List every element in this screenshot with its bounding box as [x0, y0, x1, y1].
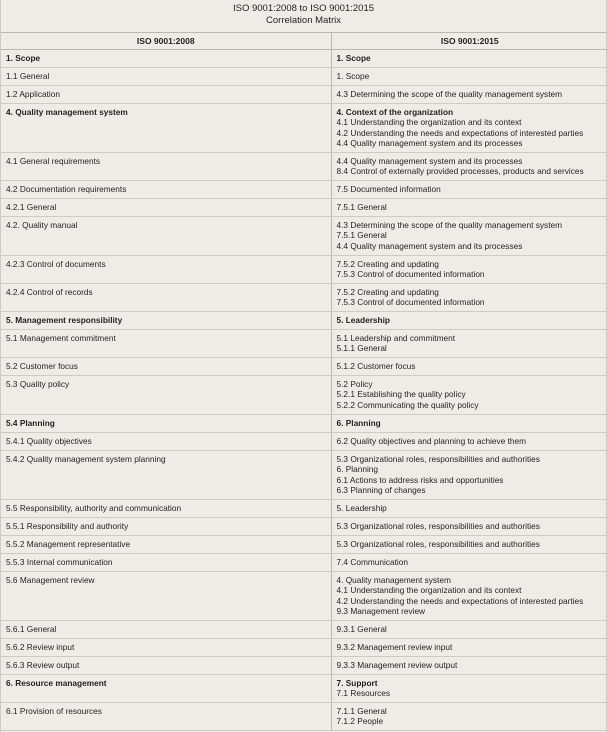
iso-2015-cell: [331, 199, 607, 217]
iso-2015-cell: [331, 330, 607, 358]
iso-2015-cell: [331, 284, 607, 312]
table-row: [1, 675, 607, 703]
iso-2015-cell: [331, 415, 607, 433]
clause-line: 4.3 Determining the scope of the quality management system: [336, 89, 563, 99]
clause-line: 6.1 Actions to address risks and opportunities: [336, 474, 504, 485]
iso-2008-cell: [1, 153, 331, 181]
clause-line: 1.1 General: [6, 71, 50, 81]
table-row: [1, 518, 607, 536]
clause-line: 6.3 Planning of changes: [336, 485, 426, 496]
clause-line: 1. Scope: [336, 53, 371, 63]
table-row: [1, 68, 607, 86]
iso-2015-cell: [331, 703, 607, 731]
clause-line: 9.3.1 General: [336, 624, 387, 634]
iso-2015-cell: [331, 104, 607, 153]
iso-2015-cell: [331, 312, 607, 330]
iso-2008-cell: [1, 415, 331, 433]
iso-2015-cell: [331, 256, 607, 284]
iso-2008-cell: [1, 657, 331, 675]
iso-2015-cell: [331, 376, 607, 415]
table-row: [1, 376, 607, 415]
clause-line: 5.2.2 Communicating the quality policy: [336, 399, 479, 410]
iso-2008-cell: [1, 284, 331, 312]
clause-line: 7.5.3 Control of documented information: [336, 269, 485, 280]
iso-2015-cell: [331, 657, 607, 675]
clause-line: 4. Quality management system: [6, 107, 128, 117]
iso-2008-cell: [1, 330, 331, 358]
table-row: [1, 415, 607, 433]
iso-2008-cell: [1, 86, 331, 104]
clause-line: 6. Resource management: [6, 678, 107, 688]
iso-2008-cell: [1, 376, 331, 415]
iso-2008-cell: [1, 451, 331, 500]
clause-line: 9.3.2 Management review input: [336, 642, 453, 652]
iso-2008-cell: [1, 358, 331, 376]
title-line-2: Correlation Matrix: [266, 15, 341, 26]
clause-line: 4.4 Quality management system and its processes: [336, 156, 523, 166]
iso-2015-cell: [331, 554, 607, 572]
iso-2015-cell: [331, 181, 607, 199]
table-row: [1, 536, 607, 554]
clause-line: 4.2 Understanding the needs and expectations of interested parties: [336, 595, 584, 606]
iso-2015-cell: [331, 358, 607, 376]
clause-line: 5.4 Planning: [6, 418, 55, 428]
clause-line: 5.5.2 Management representative: [6, 539, 131, 549]
iso-2015-cell: [331, 536, 607, 554]
iso-2015-cell: [331, 639, 607, 657]
clause-line: 7.5.2 Creating and updating: [336, 287, 439, 297]
iso-2008-cell: [1, 104, 331, 153]
clause-line: 4.4 Quality management system and its processes: [336, 138, 523, 149]
iso-2008-cell: [1, 500, 331, 518]
iso-2015-cell: [331, 675, 607, 703]
iso-2008-cell: [1, 536, 331, 554]
clause-line: 5.3 Quality policy: [6, 379, 70, 389]
clause-line: 4.2. Quality manual: [6, 220, 78, 230]
iso-2015-cell: [331, 518, 607, 536]
iso-2015-cell: [331, 217, 607, 256]
iso-2008-cell: [1, 621, 331, 639]
clause-line: 1. Scope: [6, 53, 41, 63]
clause-line: 6. Planning: [336, 418, 381, 428]
clause-line: 5.6 Management review: [6, 575, 95, 585]
iso-2015-cell: [331, 86, 607, 104]
table-row: [1, 451, 607, 500]
clause-line: 6.2 Quality objectives and planning to achieve them: [336, 436, 527, 446]
table-row: [1, 500, 607, 518]
clause-line: 4.4 Quality management system and its processes: [336, 240, 523, 251]
table-row: [1, 284, 607, 312]
table-row: [1, 256, 607, 284]
clause-line: 6. Planning: [336, 464, 379, 475]
clause-line: 5.6.3 Review output: [6, 660, 80, 670]
iso-2008-cell: [1, 518, 331, 536]
table-row: [1, 153, 607, 181]
clause-line: 8.4 Control of externally provided processes, products and services: [336, 166, 584, 177]
clause-line: 5.3 Organizational roles, responsibilities and authorities: [336, 539, 540, 549]
clause-line: 5. Leadership: [336, 503, 387, 513]
iso-2008-cell: [1, 217, 331, 256]
table-row: [1, 312, 607, 330]
iso-2015-cell: [331, 451, 607, 500]
clause-line: 7.5.3 Control of documented information: [336, 297, 485, 308]
clause-line: 5.3 Organizational roles, responsibilities and authorities: [336, 454, 540, 464]
iso-2008-cell: [1, 199, 331, 217]
clause-line: 4. Quality management system: [336, 575, 451, 585]
clause-line: 5. Leadership: [336, 315, 390, 325]
document-title: [1, 0, 606, 33]
clause-line: 5.6.1 General: [6, 624, 57, 634]
clause-line: 4.2 Understanding the needs and expectations of interested parties: [336, 127, 584, 138]
clause-line: 5.3 Organizational roles, responsibilities and authorities: [336, 521, 540, 531]
clause-line: 1.2 Application: [6, 89, 60, 99]
clause-line: 4.1 General requirements: [6, 156, 101, 166]
table-row: [1, 554, 607, 572]
title-line-1: ISO 9001:2008 to ISO 9001:2015: [232, 3, 375, 14]
table-row: [1, 433, 607, 451]
table-row: [1, 358, 607, 376]
iso-2008-cell: [1, 50, 331, 68]
clause-line: 5.2 Customer focus: [6, 361, 78, 371]
clause-line: 4.2.3 Control of documents: [6, 259, 106, 269]
clause-line: 7. Support: [336, 678, 378, 688]
table-row: [1, 86, 607, 104]
clause-line: 7.5.1 General: [336, 202, 387, 212]
iso-2015-cell: [331, 433, 607, 451]
clause-line: 5.1.1 General: [336, 343, 387, 354]
iso-2015-cell: [331, 50, 607, 68]
table-row: [1, 703, 607, 731]
clause-line: 6.1 Provision of resources: [6, 706, 102, 716]
table-row: [1, 50, 607, 68]
table-row: [1, 639, 607, 657]
clause-line: 7.1.1 General: [336, 706, 387, 716]
table-row: [1, 181, 607, 199]
iso-2008-cell: [1, 312, 331, 330]
column-header-iso-2008: ISO 9001:2008: [1, 33, 331, 50]
clause-line: 5.1 Management commitment: [6, 333, 116, 343]
iso-2008-cell: [1, 572, 331, 621]
iso-2008-cell: [1, 68, 331, 86]
clause-line: 7.1.2 People: [336, 716, 384, 727]
iso-2015-cell: [331, 153, 607, 181]
clause-line: 7.1 Resources: [336, 688, 390, 699]
column-header-iso-2015: ISO 9001:2015: [331, 33, 607, 50]
clause-line: 7.5 Documented information: [336, 184, 441, 194]
iso-2008-cell: [1, 433, 331, 451]
iso-2015-cell: [331, 621, 607, 639]
clause-line: 5.2.1 Establishing the quality policy: [336, 389, 466, 400]
table-row: [1, 572, 607, 621]
iso-2008-cell: [1, 256, 331, 284]
clause-line: 5.1.2 Customer focus: [336, 361, 416, 371]
clause-line: 4.1 Understanding the organization and its context: [336, 117, 522, 128]
clause-line: 5.4.1 Quality objectives: [6, 436, 92, 446]
clause-line: 9.3 Management review: [336, 606, 426, 617]
table-row: [1, 330, 607, 358]
iso-2008-cell: [1, 639, 331, 657]
clause-line: 4.2 Documentation requirements: [6, 184, 127, 194]
clause-line: 9.3.3 Management review output: [336, 660, 458, 670]
clause-line: 4.2.1 General: [6, 202, 57, 212]
table-row: [1, 199, 607, 217]
clause-line: 5.1 Leadership and commitment: [336, 333, 456, 343]
table-body: [1, 50, 607, 731]
iso-2008-cell: [1, 675, 331, 703]
table-row: [1, 657, 607, 675]
table-row: [1, 104, 607, 153]
iso-2015-cell: [331, 68, 607, 86]
clause-line: 4.3 Determining the scope of the quality management system: [336, 220, 563, 230]
table-row: [1, 621, 607, 639]
clause-line: 7.5.1 General: [336, 230, 387, 241]
clause-line: 5.5.1 Responsibility and authority: [6, 521, 129, 531]
iso-2008-cell: [1, 554, 331, 572]
clause-line: 5.5.3 Internal communication: [6, 557, 113, 567]
correlation-table: [1, 33, 607, 731]
clause-line: 4.2.4 Control of records: [6, 287, 93, 297]
clause-line: 5.4.2 Quality management system planning: [6, 454, 166, 464]
clause-line: 5. Management responsibility: [6, 315, 123, 325]
clause-line: 5.5 Responsibility, authority and communication: [6, 503, 182, 513]
iso-2015-cell: [331, 500, 607, 518]
clause-line: 7.4 Communication: [336, 557, 408, 567]
clause-line: 5.6.2 Review input: [6, 642, 75, 652]
iso-2015-cell: [331, 572, 607, 621]
table-row: [1, 217, 607, 256]
clause-line: 4. Context of the organization: [336, 107, 454, 117]
iso-2008-cell: [1, 703, 331, 731]
iso-2008-cell: [1, 181, 331, 199]
clause-line: 5.2 Policy: [336, 379, 373, 389]
clause-line: 4.1 Understanding the organization and its context: [336, 585, 522, 596]
clause-line: 1. Scope: [336, 71, 370, 81]
clause-line: 7.5.2 Creating and updating: [336, 259, 439, 269]
table-header-row: [1, 33, 607, 50]
